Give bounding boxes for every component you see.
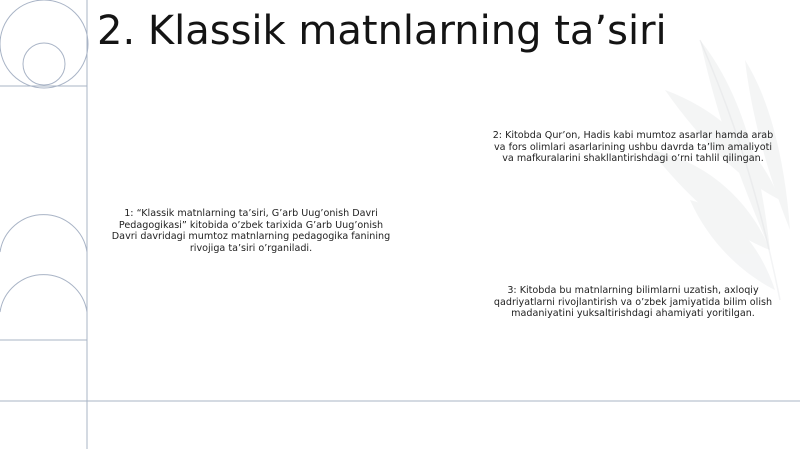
point-1-text: 1: “Klassik matnlarning ta’siri, G’arb Uug’onish Davri Pedagogikasi” kitobida o’zbek tarixida G’arb Uug’onish Davri davridagi mumtoz matnlarning pedagogika fanining rivojiga ta’siri o’rganiladi.: [111, 208, 391, 254]
point-2-text: 2: Kitobda Qur’on, Hadis kabi mumtoz asarlar hamda arab va fors olimlari asarlarining ushbu davrda ta’lim amaliyoti va mafkuralarini shakllantirishdagi o’rni tahlil qilingan.: [492, 130, 774, 164]
point-3-text: 3: Kitobda bu matnlarning bilimlarni uzatish, axloqiy qadriyatlarni rivojlantirish va o’zbek jamiyatida bilim olish madaniyatini yuksaltirishdagi ahamiyati yoritilgan.: [493, 285, 773, 319]
slide-title: 2. Klassik matnlarning ta’siri: [97, 8, 667, 54]
